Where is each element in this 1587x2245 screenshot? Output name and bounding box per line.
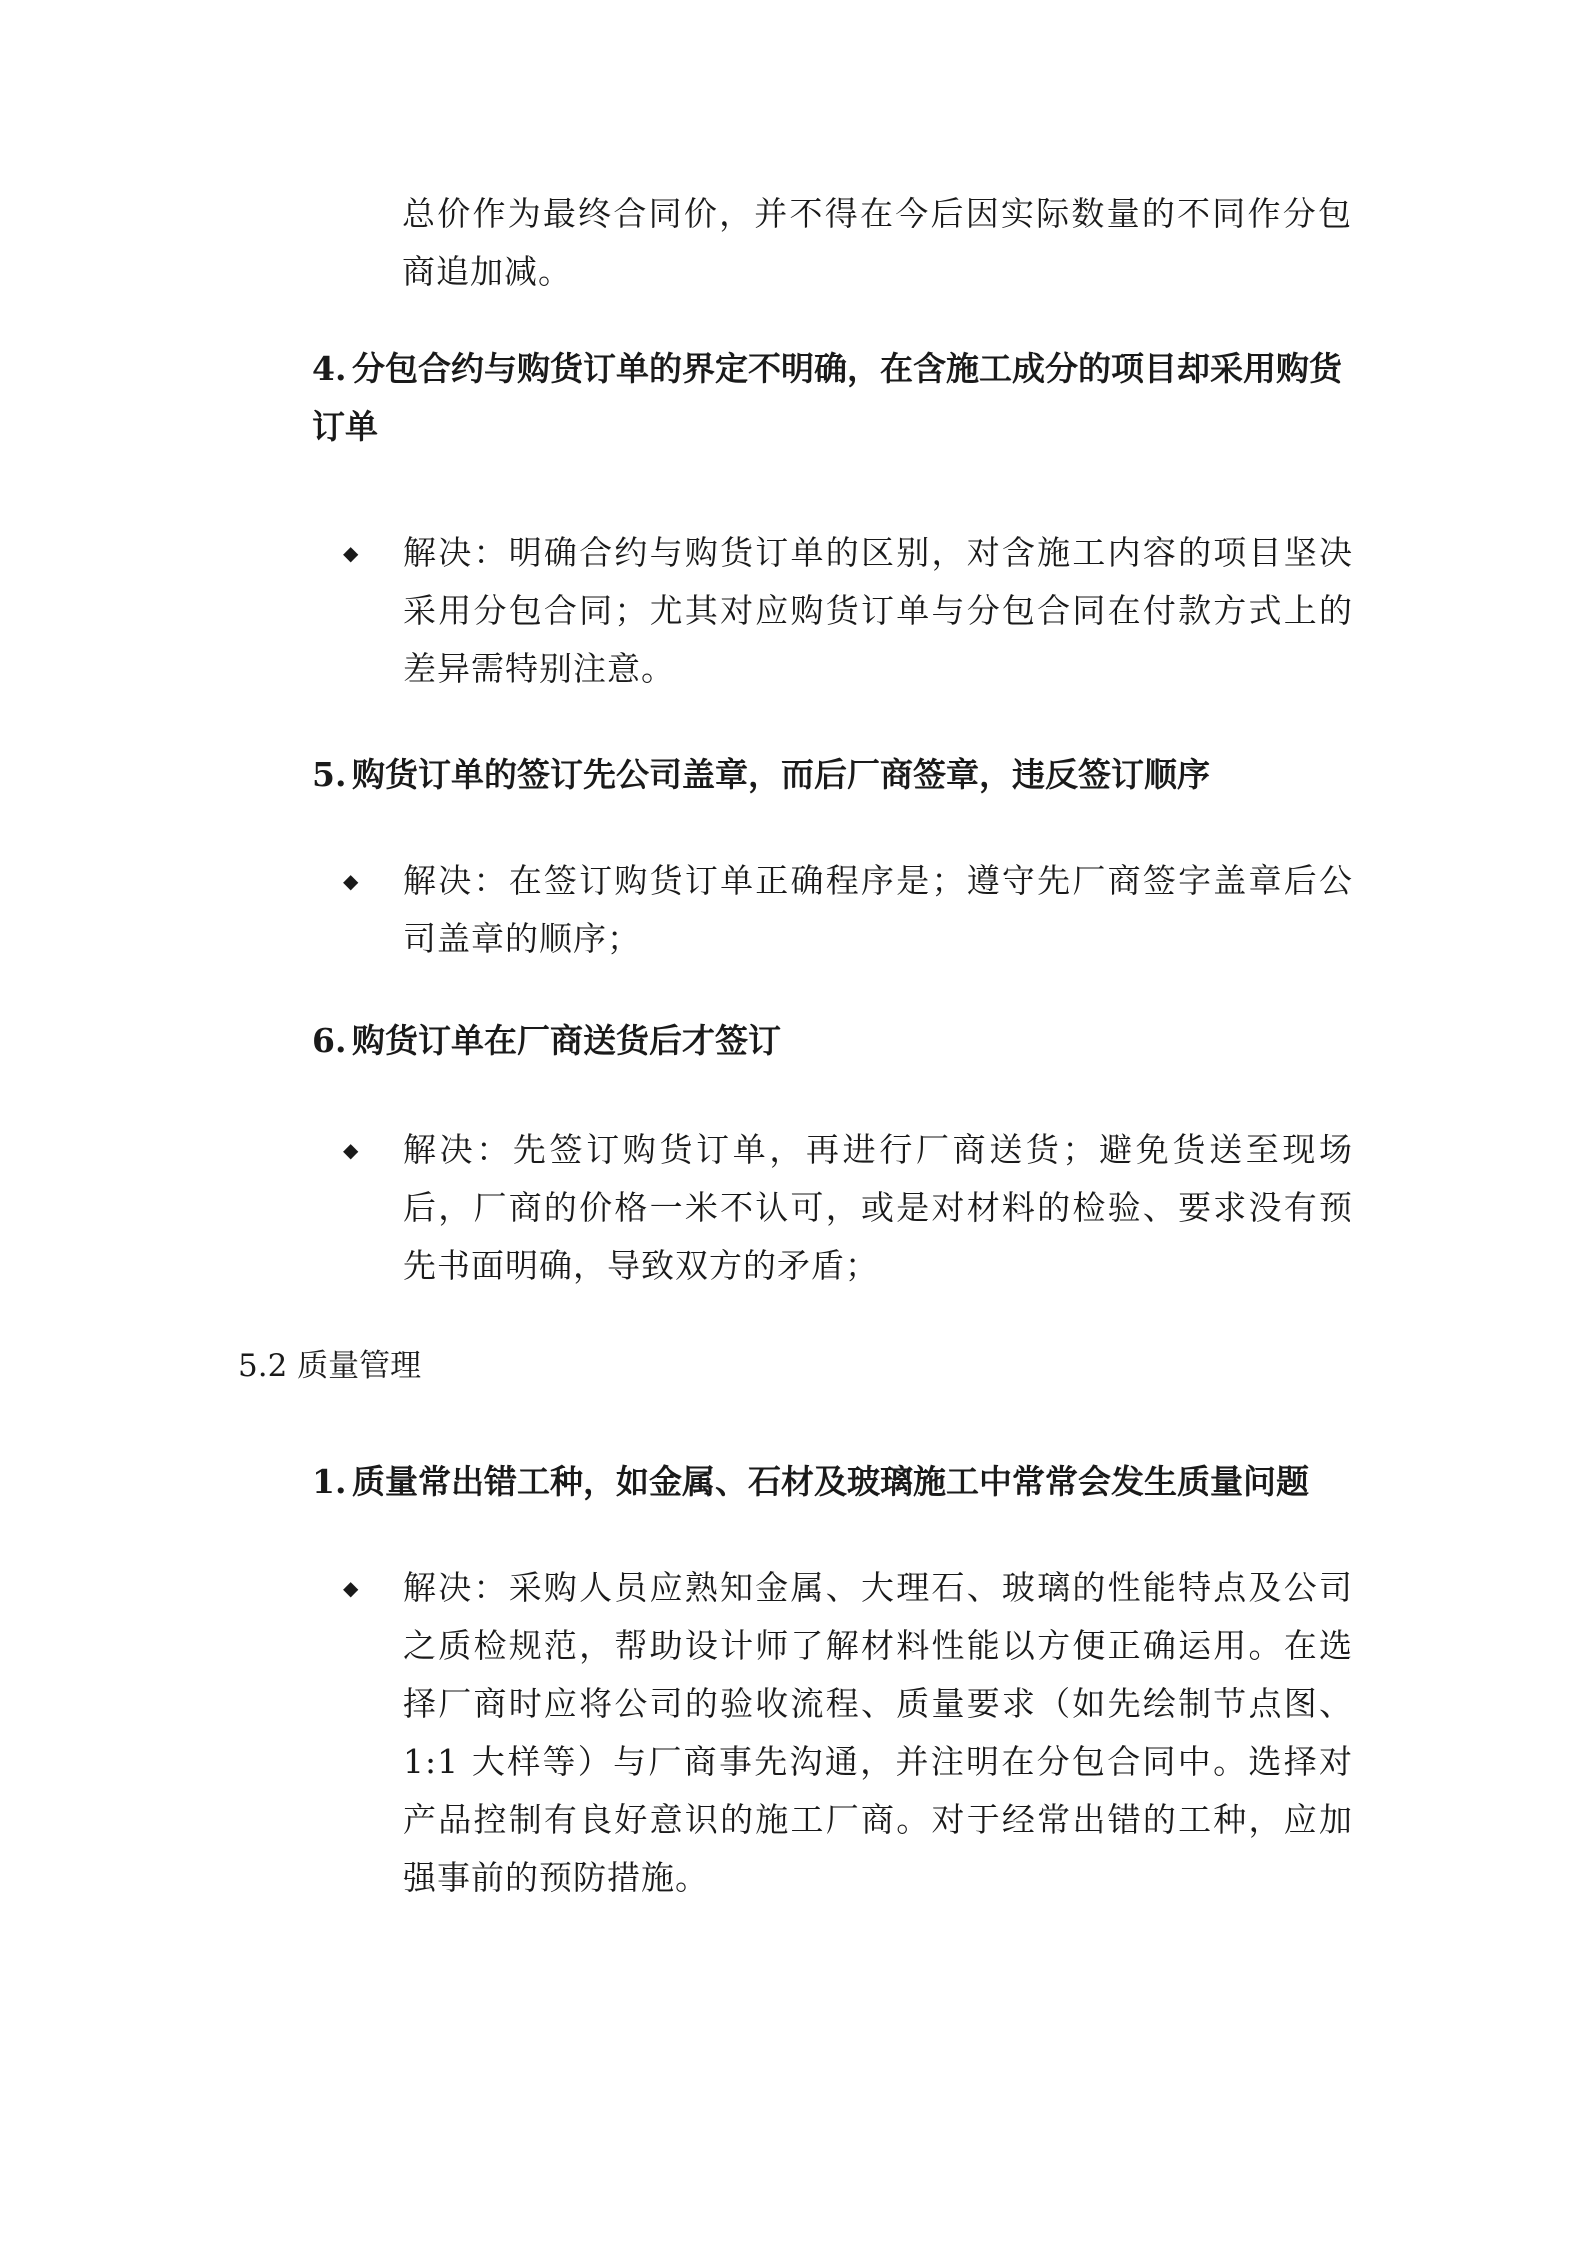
- item-heading-text: 购货订单的签订先公司盖章，而后厂商签章，违反签订顺序: [352, 755, 1210, 794]
- solution-item-6: [343, 1121, 1353, 1301]
- solution-text: 解决：在签订购货订单正确程序是；遵守先厂商签字盖章后公司盖章的顺序；: [403, 861, 1353, 958]
- item-heading-6: [312, 1012, 1357, 1070]
- section-title: 5.2 质量管理: [238, 1348, 422, 1384]
- solution-text: 解决：先签订购货订单，再进行厂商送货；避免货送至现场后，厂商的价格一米不认可，或是对材料的检验、要求没有预先书面明确，导致双方的矛盾；: [403, 1130, 1353, 1285]
- solution-item-4: [343, 524, 1353, 704]
- item-heading-text: 质量常出错工种，如金属、石材及玻璃施工中常常会发生质量问题: [352, 1462, 1309, 1501]
- item-heading-5: [312, 746, 1357, 804]
- diamond-bullet-icon: ◆: [343, 869, 359, 893]
- item-heading-text: 分包合约与购货订单的界定不明确，在含施工成分的项目却采用购货订单: [312, 349, 1342, 446]
- continuation-paragraph: 总价作为最终合同价，并不得在今后因实际数量的不同作分包商追加减。: [402, 194, 1352, 291]
- solution-text: 解决：明确合约与购货订单的区别，对含施工内容的项目坚决采用分包合同；尤其对应购货订单与分包合同在付款方式上的差异需特别注意。: [403, 533, 1353, 688]
- item-number: 4.: [312, 349, 347, 388]
- diamond-bullet-icon: ◆: [343, 1576, 359, 1600]
- diamond-bullet-icon: ◆: [343, 1138, 359, 1162]
- item-number: 1.: [312, 1462, 347, 1501]
- quality-item-heading-1: [312, 1453, 1357, 1511]
- diamond-bullet-icon: ◆: [343, 541, 359, 565]
- solution-item-5: [343, 852, 1353, 972]
- item-number: 5.: [312, 755, 347, 794]
- quality-solution-item-1: [343, 1559, 1353, 1897]
- item-heading-text: 购货订单在厂商送货后才签订: [352, 1021, 781, 1060]
- item-heading-4: [312, 340, 1357, 456]
- item-number: 6.: [312, 1021, 347, 1060]
- solution-text: 解决：采购人员应熟知金属、大理石、玻璃的性能特点及公司之质检规范，帮助设计师了解材料性能以方便正确运用。在选择厂商时应将公司的验收流程、质量要求（如先绘制节点图、1:1 大样等）与厂商事先沟通，并注明在分包合同中。选择对产品控制有良好意识的施工厂商。对于经常出错的工种，应加强事前的预防措施。: [403, 1568, 1353, 1897]
